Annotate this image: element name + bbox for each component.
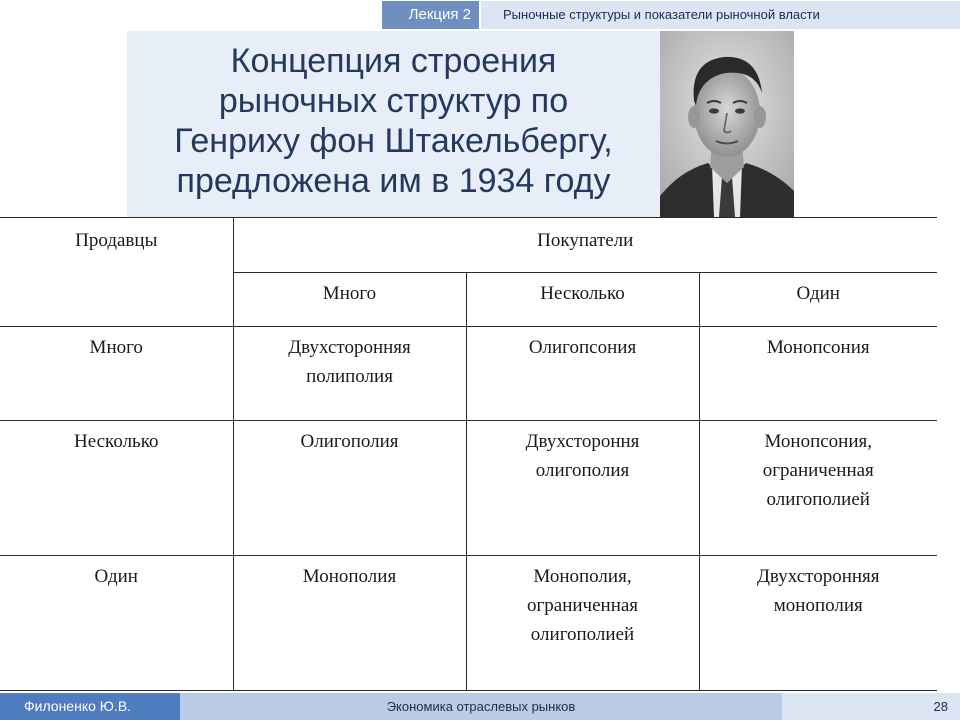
table-cell [699,556,937,691]
lecture-subject: Рыночные структуры и показатели рыночной власти [481,1,960,29]
portrait-image [660,31,794,217]
table-cell [466,421,699,556]
cell-line: ограниченная [526,595,639,616]
cell-line: олигополией [766,489,870,510]
portrait-photo [660,31,794,217]
slide-footer [0,693,960,720]
seller-row-header: Много [0,327,233,421]
sellers-header: Продавцы [0,218,233,327]
table-cell [233,327,466,421]
seller-row-header: Один [0,556,233,691]
cell-line: монополия [773,595,863,616]
buyer-column-header: Много [233,273,466,327]
cell-line: Двухсторонняя [288,337,411,358]
course-label: Экономика отраслевых рынков [180,693,782,720]
cell-line: Монопсония [766,337,870,358]
cell-line: олигополия [535,460,630,481]
title-line: предложена им в 1934 году [176,162,611,200]
cell-line: ограниченная [762,460,874,481]
seller-row-header: Несколько [0,421,233,556]
title-line: рыночных структур по [218,82,569,120]
title-line: Генриху фон Штакельбергу, [174,122,613,160]
buyer-column-header: Один [699,273,937,327]
author-label: Филоненко Ю.В. [0,693,180,720]
buyer-column-header: Несколько [466,273,699,327]
lecture-label: Лекция 2 [382,1,479,29]
cell-line: Монопсония, [764,431,872,452]
cell-line: Олигополия [300,431,399,452]
table-cell [233,421,466,556]
table-cell [699,327,937,421]
title-block [127,31,660,217]
cell-line: полиполия [306,366,393,387]
buyers-header: Покупатели [233,218,937,273]
slide-header [0,0,960,30]
table-cell [466,327,699,421]
cell-line: Монополия [302,566,397,587]
cell-line: Монополия, [533,566,632,587]
table-cell [466,556,699,691]
table-cell [233,556,466,691]
slide-title [127,41,660,201]
market-structure-table [0,217,937,691]
cell-line: Олигопсония [528,337,637,358]
table-cell [699,421,937,556]
cell-line: олигополией [530,624,635,645]
title-line: Концепция строения [230,42,557,80]
page-number: 28 [782,693,960,720]
cell-line: Двухстороння [525,431,640,452]
cell-line: Двухсторонняя [756,566,880,587]
